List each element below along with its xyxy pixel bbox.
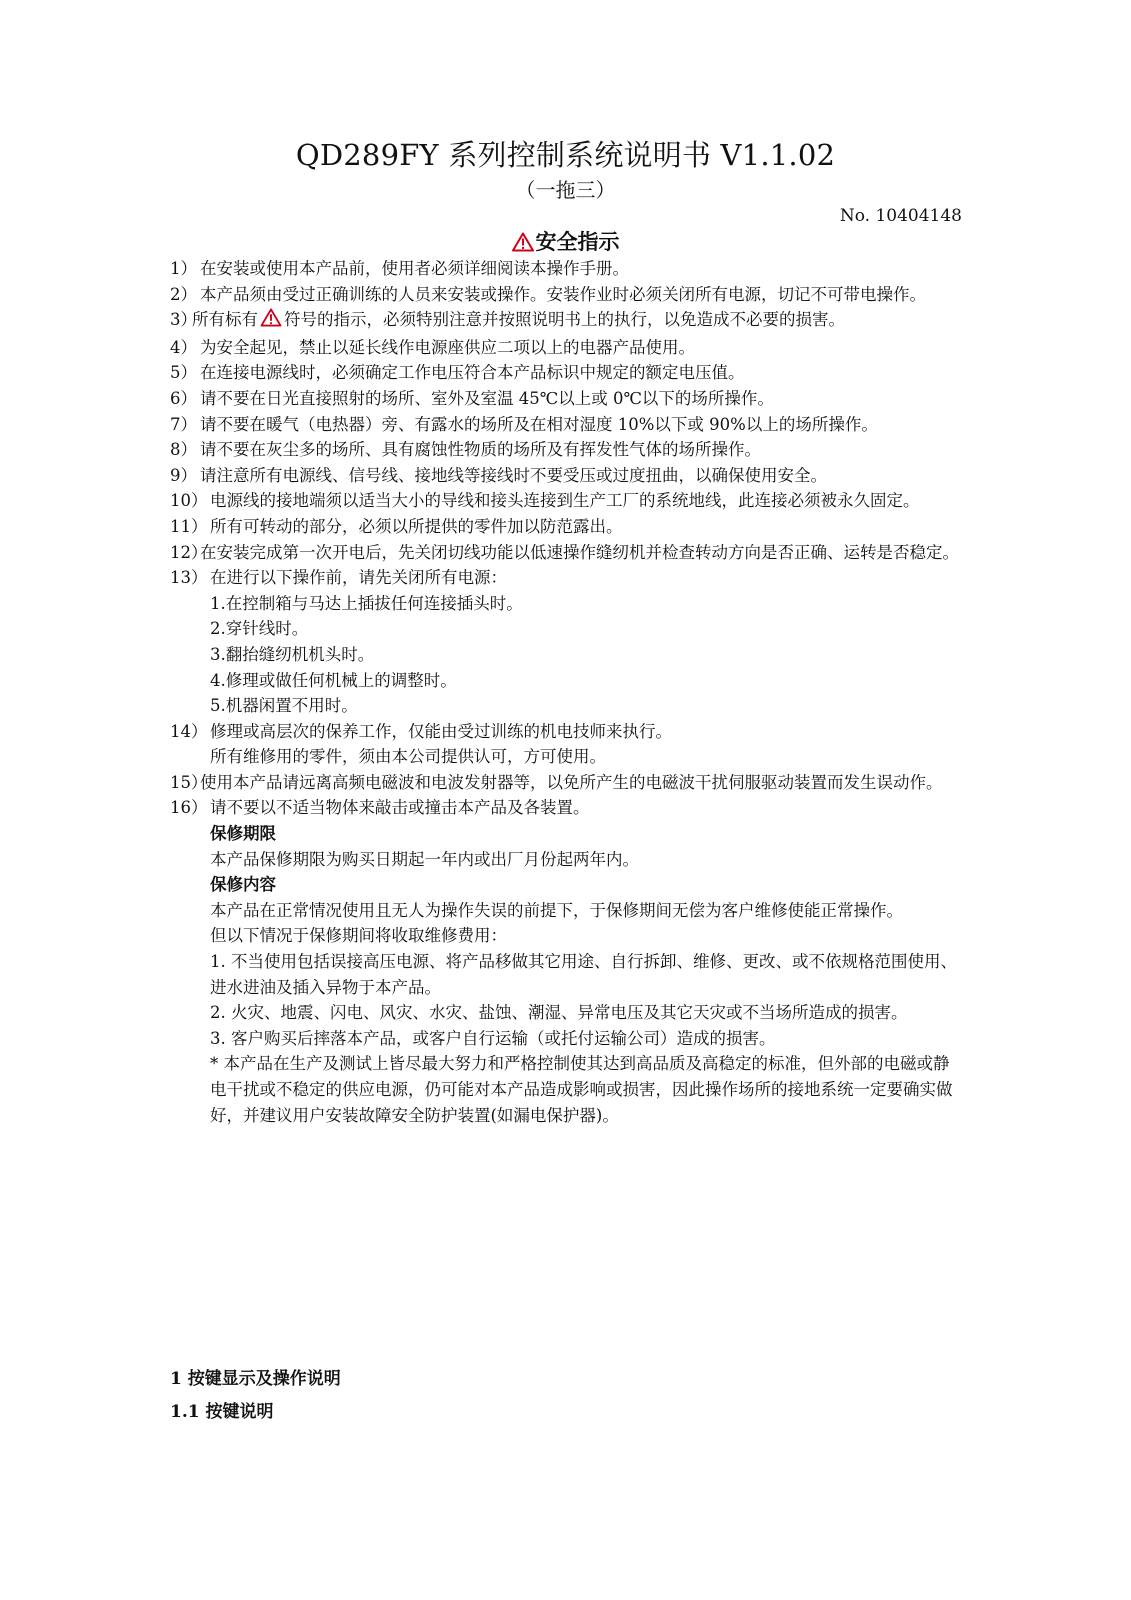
- document-number: No. 10404148: [839, 206, 962, 226]
- item-text: 请不要以不适当物体来敲击或撞击本产品及各装置。: [210, 798, 590, 818]
- sub-item: 1.在控制箱与马达上插拔任何连接插头时。: [210, 593, 523, 613]
- item-text-pre: 所有标有: [192, 310, 258, 330]
- item-number: 15）: [170, 772, 208, 792]
- item-number: 9）: [170, 465, 197, 485]
- warranty-content-heading: 保修内容: [210, 875, 276, 895]
- item-number: 2）: [170, 284, 197, 304]
- warranty-fee-item: 2. 火灾、地震、闪电、风灾、水灾、盐蚀、潮湿、异常电压及其它天灾或不当场所造成的损害。: [210, 1003, 908, 1023]
- warranty-period-text: 本产品保修期限为购买日期起一年内或出厂月份起两年内。: [210, 849, 639, 869]
- sub-item: 3.翻抬缝纫机机头时。: [210, 644, 375, 664]
- item-text: 请不要在暖气（电热器）旁、有露水的场所及在相对湿度 10%以下或 90%以上的场所操作。: [200, 414, 878, 434]
- item-number: 7）: [170, 414, 197, 434]
- list-item: [170, 719, 960, 745]
- item-text: 在安装完成第一次开电后，先关闭切线功能以低速操作缝纫机并检查转动方向是否正确、运转是否稳定。: [200, 542, 959, 562]
- item-text: 在进行以下操作前，请先关闭所有电源：: [210, 568, 507, 588]
- list-item: [170, 770, 960, 796]
- safety-heading-label: 安全指示: [535, 229, 620, 254]
- item-number: 16）: [170, 798, 208, 818]
- section-heading-1-1: 1.1 按键说明: [170, 1402, 274, 1422]
- sub-item: 2.穿针线时。: [210, 619, 309, 639]
- item-number: 6）: [170, 388, 197, 408]
- list-item: [170, 565, 960, 591]
- warning-triangle-icon: [512, 231, 534, 259]
- item-text: 修理或高层次的保养工作，仅能由受过训练的机电技师来执行。: [210, 721, 672, 741]
- item-number: 14）: [170, 721, 208, 741]
- warning-triangle-icon: [260, 308, 282, 335]
- item-number: 5）: [170, 363, 197, 383]
- warranty-period-heading: 保修期限: [210, 824, 276, 844]
- safety-instructions: [170, 256, 960, 1128]
- list-item: [170, 256, 960, 282]
- item-number: 3）: [170, 310, 197, 330]
- item-number: 10）: [170, 491, 208, 511]
- document-title: QD289FY 系列控制系统说明书 V1.1.02: [295, 138, 836, 172]
- list-item: [170, 386, 960, 412]
- item-text: 电源线的接地端须以适当大小的导线和接头连接到生产工厂的系统地线，此连接必须被永久固定。: [210, 491, 920, 511]
- list-item: [170, 335, 960, 361]
- section-heading-1: 1 按键显示及操作说明: [170, 1369, 341, 1389]
- item-text: 请注意所有电源线、信号线、接地线等接线时不要受压或过度扭曲，以确保使用安全。: [200, 465, 827, 485]
- list-item: [170, 488, 960, 514]
- item-text-continued: 所有维修用的零件，须由本公司提供认可，方可使用。: [210, 747, 606, 767]
- item-number: 11）: [170, 516, 208, 536]
- item-number: 12）: [170, 542, 208, 562]
- list-item: [170, 412, 960, 438]
- item-number: 1）: [170, 259, 197, 278]
- list-item: [170, 463, 960, 489]
- item-text: 请不要在灰尘多的场所、具有腐蚀性物质的场所及有挥发性气体的场所操作。: [200, 440, 761, 460]
- item-text: 请不要在日光直接照射的场所、室外及室温 45℃以上或 0℃以下的场所操作。: [200, 388, 774, 408]
- item-text: 在安装或使用本产品前，使用者必须详细阅读本操作手册。: [200, 259, 629, 278]
- list-item: [170, 540, 960, 566]
- item-text: 本产品须由受过正确训练的人员来安装或操作。安装作业时必须关闭所有电源，切记不可带电操作。: [200, 284, 926, 304]
- item-text: [192, 307, 960, 335]
- list-item: [170, 795, 960, 821]
- list-item: [170, 307, 960, 335]
- sub-item: 4.修理或做任何机械上的调整时。: [210, 670, 457, 690]
- item-text: 为安全起见，禁止以延长线作电源座供应二项以上的电器产品使用。: [200, 337, 695, 357]
- list-item: [170, 360, 960, 386]
- item-text: 所有可转动的部分，必须以所提供的零件加以防范露出。: [210, 516, 623, 536]
- safety-heading: [0, 228, 1131, 259]
- warranty-content-text: 本产品在正常情况使用且无人为操作失误的前提下，于保修期间无偿为客户维修使能正常操作。: [210, 900, 903, 920]
- list-item: [170, 514, 960, 540]
- item-number: 8）: [170, 440, 197, 460]
- warranty-fee-item: 1. 不当使用包括误接高压电源、将产品移做其它用途、自行拆卸、维修、更改、或不依规格范围使用、进水进油及插入异物于本产品。: [210, 952, 957, 997]
- warranty-fee-item: 3. 客户购买后摔落本产品，或客户自行运输（或托付运输公司）造成的损害。: [210, 1028, 776, 1048]
- item-text: 使用本产品请远离高频电磁波和电波发射器等，以免所产生的电磁波干扰伺服驱动装置而发生误动作。: [200, 772, 943, 792]
- item-number: 13）: [170, 568, 208, 588]
- list-item: [170, 282, 960, 308]
- list-item: [170, 437, 960, 463]
- item-text: 在连接电源线时，必须确定工作电压符合本产品标识中规定的额定电压值。: [200, 363, 745, 383]
- warranty-fee-intro: 但以下情况于保修期间将收取维修费用：: [210, 926, 507, 946]
- document-subtitle: （一拖三）: [515, 178, 616, 202]
- item-number: 4）: [170, 337, 197, 357]
- sub-item: 5.机器闲置不用时。: [210, 696, 358, 716]
- item-text-post: 符号的指示，必须特别注意并按照说明书上的执行，以免造成不必要的损害。: [284, 310, 845, 330]
- warranty-note: * 本产品在生产及测试上皆尽最大努力和严格控制使其达到高品质及高稳定的标准，但外部的电磁或静电干扰或不稳定的供应电源，仍可能对本产品造成影响或损害，因此操作场所的接地系统一定要确实做好，并建议用户安装故障安全防护装置(如漏电保护器)。: [210, 1054, 953, 1125]
